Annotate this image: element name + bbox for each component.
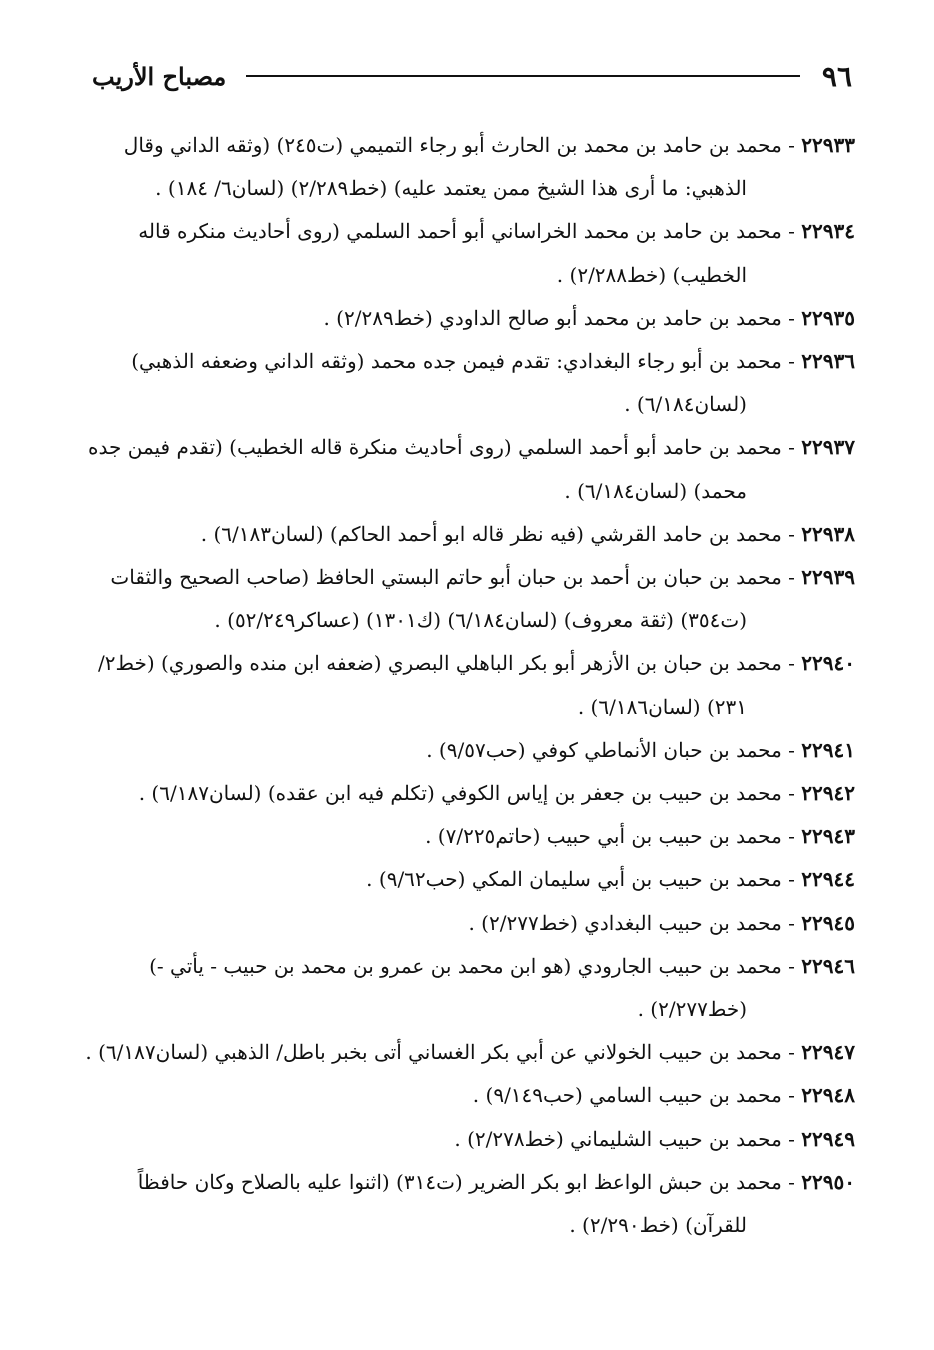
entry-dash: - (781, 737, 802, 762)
entry-text: محمد بن حامد أبو أحمد السلمي (روى أحاديث منكرة قاله الخطيب) (تقدم فيمن جده محمد) (لسان٦/١٨٤) . (88, 435, 782, 503)
book-title: مصباح الأريب (92, 61, 227, 91)
entry-text: محمد بن حبيب بن جعفر بن إياس الكوفي (تكلم فيه ابن عقده) (لسان٦/١٨٧) . (138, 781, 782, 806)
entry-number: ٢٢٩٤٢ (801, 781, 855, 806)
entry-number: ٢٢٩٤٥ (801, 910, 855, 935)
entry-number: ٢٢٩٤٦ (801, 953, 855, 978)
entry-text: محمد بن حبيب بن أبي حبيب (حاتم٧/٢٢٥) . (425, 824, 782, 849)
entry-number: ٢٢٩٤١ (801, 737, 855, 762)
entry-dash: - (781, 133, 802, 157)
entry-text: محمد بن حبيب البغدادي (خط٢/٢٧٧) . (468, 910, 782, 935)
entry-text: محمد بن حبيب الخولاني عن أبي بكر الغساني أتى بخبر باطل/ الذهبي (لسان٦/١٨٧) . (85, 1040, 782, 1065)
entry-dash: - (781, 824, 802, 849)
list-item (80, 124, 855, 210)
entry-text: محمد بن حبيب بن أبي سليمان المكي (حب٩/٦٢) . (366, 867, 782, 892)
list-item (80, 210, 855, 296)
entry-dash: - (781, 867, 802, 892)
list-item (80, 1031, 855, 1074)
page-header (92, 58, 852, 94)
entry-dash: - (781, 953, 802, 978)
entry-number: ٢٢٩٣٣ (801, 133, 855, 157)
entry-text: محمد بن حبان بن أحمد بن حبان أبو حاتم البستي الحافظ (صاحب الصحيح والثقات (ت٣٥٤) (ثقة معروف) (لسان٦/١٨٤) (ك١٣٠١) (عساكر٥٢/٢٤٩) . (110, 565, 782, 633)
list-item (80, 642, 855, 728)
page-number: ٩٦ (821, 59, 852, 93)
entry-number: ٢٢٩٤٩ (801, 1126, 855, 1151)
entry-dash: - (781, 651, 802, 676)
list-item (80, 772, 855, 815)
entry-text: محمد بن حبان بن الأزهر أبو بكر الباهلي البصري (ضعفه ابن منده والصوري) (خط٢/ ٢٣١) (لسان٦/١٨٦) . (97, 651, 782, 719)
entry-number: ٢٢٩٣٨ (801, 521, 855, 546)
entry-dash: - (781, 1040, 802, 1065)
entry-text: محمد بن حبيب السامي (حب٩/١٤٩) . (472, 1083, 782, 1108)
list-item (80, 297, 855, 340)
entry-dash: - (781, 781, 802, 806)
entry-dash: - (781, 219, 802, 244)
list-item (80, 1161, 855, 1247)
entry-list (80, 124, 855, 1247)
list-item (80, 858, 855, 901)
entry-text: محمد بن أبو رجاء البغدادي: تقدم فيمن جده محمد (وثقه الداني وضعفه الذهبي) (لسان٦/١٨٤) . (131, 349, 782, 417)
list-item (80, 556, 855, 642)
entry-dash: - (781, 1126, 802, 1151)
entry-dash: - (781, 910, 802, 935)
entry-dash: - (781, 349, 802, 374)
entry-text: محمد بن حامد بن محمد بن الحارث أبو رجاء التميمي (ت٢٤٥) (وثقه الداني وقال الذهبي: ما أرى هذا الشيخ ممن يعتمد عليه) (خط٢/٢٨٩) (لسان٦/ ١٨٤) . (123, 133, 782, 201)
entry-dash: - (781, 1169, 802, 1194)
entry-text: محمد بن حامد بن محمد أبو صالح الداودي (خط٢/٢٨٩) . (323, 305, 782, 330)
list-item (80, 513, 855, 556)
entry-dash: - (781, 305, 802, 330)
entry-number: ٢٢٩٣٤ (801, 219, 855, 244)
entry-number: ٢٢٩٤٤ (801, 867, 855, 892)
entry-dash: - (781, 565, 802, 590)
list-item (80, 729, 855, 772)
entry-number: ٢٢٩٣٧ (801, 435, 855, 460)
entry-text: محمد بن حبان الأنماطي كوفي (حب٩/٥٧) . (426, 737, 782, 762)
entry-dash: - (781, 1083, 802, 1108)
entry-text: محمد بن حامد القرشي (فيه نظر قاله ابو أحمد الحاكم) (لسان٦/١٨٣) . (200, 521, 782, 546)
entry-number: ٢٢٩٣٩ (801, 565, 855, 590)
list-item (80, 1118, 855, 1161)
entry-text: محمد بن حبيب الشليماني (خط٢/٢٧٨) . (454, 1126, 782, 1151)
list-item (80, 1074, 855, 1117)
header-rule (246, 75, 800, 77)
entry-number: ٢٢٩٣٥ (801, 305, 855, 330)
entry-text: محمد بن حبش الواعظ ابو بكر الضرير (ت٣١٤) (اثنوا عليه بالصلاح وكان حافظاً للقرآن) (خط٢/٢٩٠) . (137, 1169, 782, 1238)
list-item (80, 945, 855, 1031)
entry-text: محمد بن حبيب الجارودي (هو ابن محمد بن عمرو بن محمد بن حبيب - يأتي -) (خط٢/٢٧٧) . (149, 953, 782, 1022)
list-item (80, 902, 855, 945)
list-item (80, 815, 855, 858)
entry-number: ٢٢٩٤٨ (801, 1083, 855, 1108)
entry-number: ٢٢٩٣٦ (801, 349, 855, 374)
list-item (80, 340, 855, 426)
list-item (80, 426, 855, 512)
entry-dash: - (781, 435, 802, 460)
entry-dash: - (781, 521, 802, 546)
entry-number: ٢٢٩٤٠ (801, 651, 855, 676)
entry-number: ٢٢٩٤٣ (801, 824, 855, 849)
entry-number: ٢٢٩٥٠ (801, 1169, 855, 1194)
entry-number: ٢٢٩٤٧ (801, 1040, 855, 1065)
entry-text: محمد بن حامد بن محمد الخراساني أبو أحمد السلمي (روى أحاديث منكره قاله الخطيب) (خط٢/٢٨٨) . (138, 219, 782, 287)
